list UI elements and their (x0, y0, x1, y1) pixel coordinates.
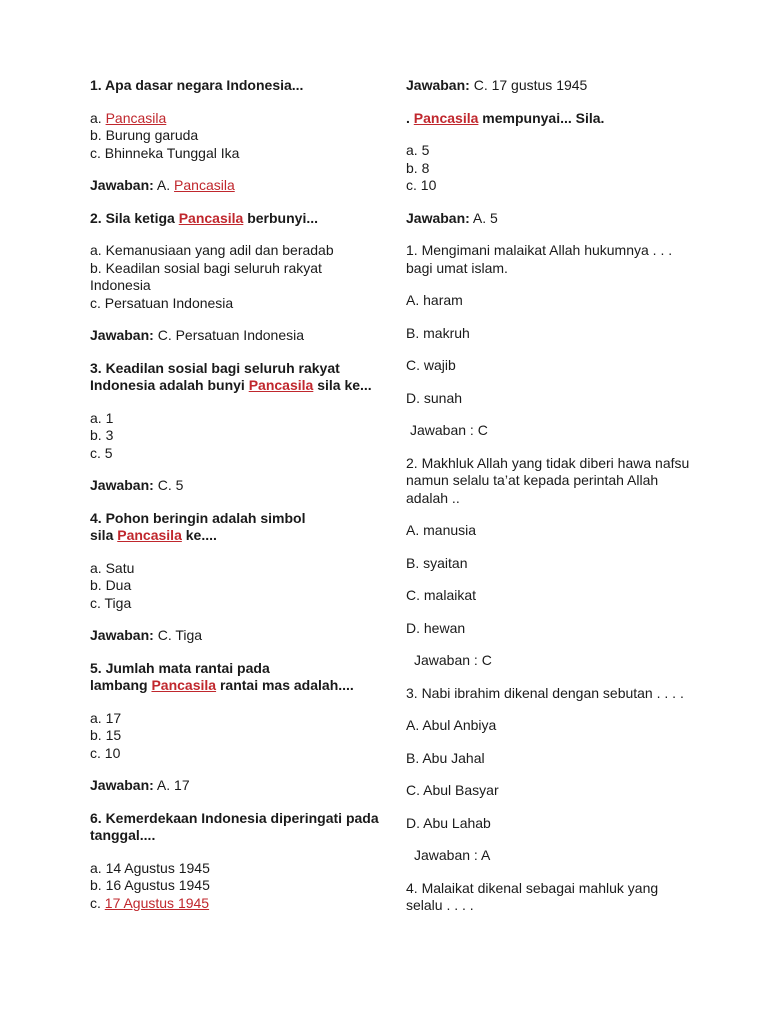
question-2-options (90, 242, 380, 312)
pancasila-link[interactable]: Pancasila (174, 177, 235, 193)
option-d: D. Abu Lahab (406, 814, 491, 831)
question-4-options (90, 560, 380, 613)
option-prefix: c. (90, 894, 105, 911)
pancasila-link[interactable]: Pancasila (178, 209, 244, 226)
option-b: B. Abu Jahal (406, 749, 485, 766)
option-c: c. Persatuan Indonesia (90, 294, 234, 311)
answer-6 (406, 77, 696, 95)
answer-label: Jawaban: (90, 777, 154, 793)
pancasila-link[interactable]: Pancasila (413, 109, 479, 126)
question-text: berbunyi... (243, 209, 319, 226)
answer-2 (90, 327, 380, 345)
option-c: c. 10 (90, 744, 121, 761)
right-column (406, 77, 696, 930)
option-b: b. 16 Agustus 1945 (90, 877, 210, 893)
islam-answer-2: Jawaban : C (414, 652, 492, 668)
islam-question-3: 3. Nabi ibrahim dikenal dengan sebutan . . . . (406, 684, 684, 701)
question-text: ke.... (181, 527, 217, 543)
option-a: a. 1 (90, 409, 114, 426)
question-text: mempunyai... Sila. (478, 109, 605, 126)
option-c: C. wajib (406, 357, 456, 373)
option-b: b. 15 (90, 727, 122, 743)
question-text: 2. Sila ketiga (90, 209, 179, 226)
answer-text: C. 17 gustus 1945 (469, 77, 588, 93)
answer-prefix: A. (153, 177, 175, 193)
answer-label: Jawaban: (90, 327, 154, 343)
question-1: 1. Apa dasar negara Indonesia... (90, 77, 304, 93)
question-text: rantai mas adalah.... (216, 677, 354, 693)
islam-question-1: 1. Mengimani malaikat Allah hukumnya . . . bagi umat islam. (406, 242, 673, 276)
question-6-options (90, 860, 380, 913)
question-2 (90, 210, 380, 228)
answer-text: C. Tiga (153, 627, 203, 643)
option-b: b. Keadilan sosial bagi seluruh rakyat Indonesia (90, 259, 322, 293)
question-1-options (90, 110, 380, 163)
answer-5 (90, 777, 380, 795)
left-column (90, 77, 380, 927)
question-text: . (406, 109, 414, 126)
option-c: c. Bhinneka Tunggal Ika (90, 144, 240, 161)
question-text: lambang (90, 677, 152, 693)
option-b: B. makruh (406, 324, 470, 341)
option-b: b. Dua (90, 577, 132, 593)
answer-4 (90, 627, 380, 645)
agustus-link[interactable]: 17 Agustus 1945 (104, 894, 210, 911)
option-c: C. Abul Basyar (406, 782, 499, 798)
islam-question-4: 4. Malaikat dikenal sebagai mahluk yang selalu . . . . (406, 879, 659, 913)
islam-answer-1: Jawaban : C (410, 422, 488, 438)
pancasila-link[interactable]: Pancasila (248, 377, 314, 393)
answer-3 (90, 477, 380, 495)
islam-answer-3: Jawaban : A (414, 847, 491, 863)
option-d: D. sunah (406, 389, 463, 406)
option-b: b. 8 (406, 159, 430, 176)
option-a: a. 5 (406, 142, 430, 158)
pancasila-link[interactable]: Pancasila (151, 677, 217, 693)
question-text: sila (90, 527, 118, 543)
question-5 (90, 660, 380, 695)
pancasila-link[interactable]: Pancasila (105, 109, 167, 126)
option-d: D. hewan (406, 619, 466, 636)
option-a: A. manusia (406, 522, 477, 538)
answer-label: Jawaban: (90, 177, 154, 193)
question-text: 5. Jumlah mata rantai pada (90, 659, 270, 676)
answer-label: Jawaban: (90, 627, 154, 643)
answer-text: C. 5 (153, 477, 184, 493)
pancasila-link[interactable]: Pancasila (117, 527, 182, 543)
question-6: 6. Kemerdekaan Indonesia diperingati pada tanggal.... (90, 809, 379, 843)
question-7 (406, 110, 696, 128)
option-a: a. 17 (90, 709, 122, 726)
question-5-options (90, 710, 380, 763)
option-a: A. haram (406, 292, 463, 308)
question-3-options (90, 410, 380, 463)
option-b: B. syaitan (406, 554, 468, 571)
question-7-options (406, 142, 696, 195)
option-c (90, 895, 380, 913)
question-text: 4. Pohon beringin adalah simbol (90, 509, 306, 526)
option-a (90, 110, 380, 128)
option-c: c. Tiga (90, 594, 132, 611)
islam-question-2: 2. Makhluk Allah yang tidak diberi hawa nafsu namun selalu ta’at kepada perintah Allah adalah .. (406, 454, 690, 506)
option-c: c. 10 (406, 177, 437, 193)
answer-label: Jawaban: (90, 477, 154, 493)
answer-1 (90, 177, 380, 195)
answer-text: C. Persatuan Indonesia (153, 327, 305, 343)
option-a: a. 14 Agustus 1945 (90, 859, 210, 876)
answer-7 (406, 210, 696, 228)
answer-text: A. 17 (153, 777, 190, 793)
question-text: 3. Keadilan sosial bagi seluruh rakyat Indonesia adalah bunyi (90, 359, 340, 393)
answer-text: A. 5 (469, 209, 498, 226)
option-a: a. Kemanusiaan yang adil dan beradab (90, 242, 334, 258)
option-a: A. Abul Anbiya (406, 717, 497, 733)
option-c: C. malaikat (406, 587, 477, 603)
option-b: b. Burung garuda (90, 127, 199, 143)
answer-label: Jawaban: (406, 77, 470, 93)
option-prefix: a. (90, 109, 106, 126)
option-b: b. 3 (90, 427, 114, 443)
option-a: a. Satu (90, 559, 135, 576)
question-3 (90, 360, 380, 395)
question-4 (90, 510, 380, 545)
answer-label: Jawaban: (406, 209, 470, 226)
question-text: sila ke... (313, 377, 372, 393)
option-c: c. 5 (90, 444, 113, 461)
